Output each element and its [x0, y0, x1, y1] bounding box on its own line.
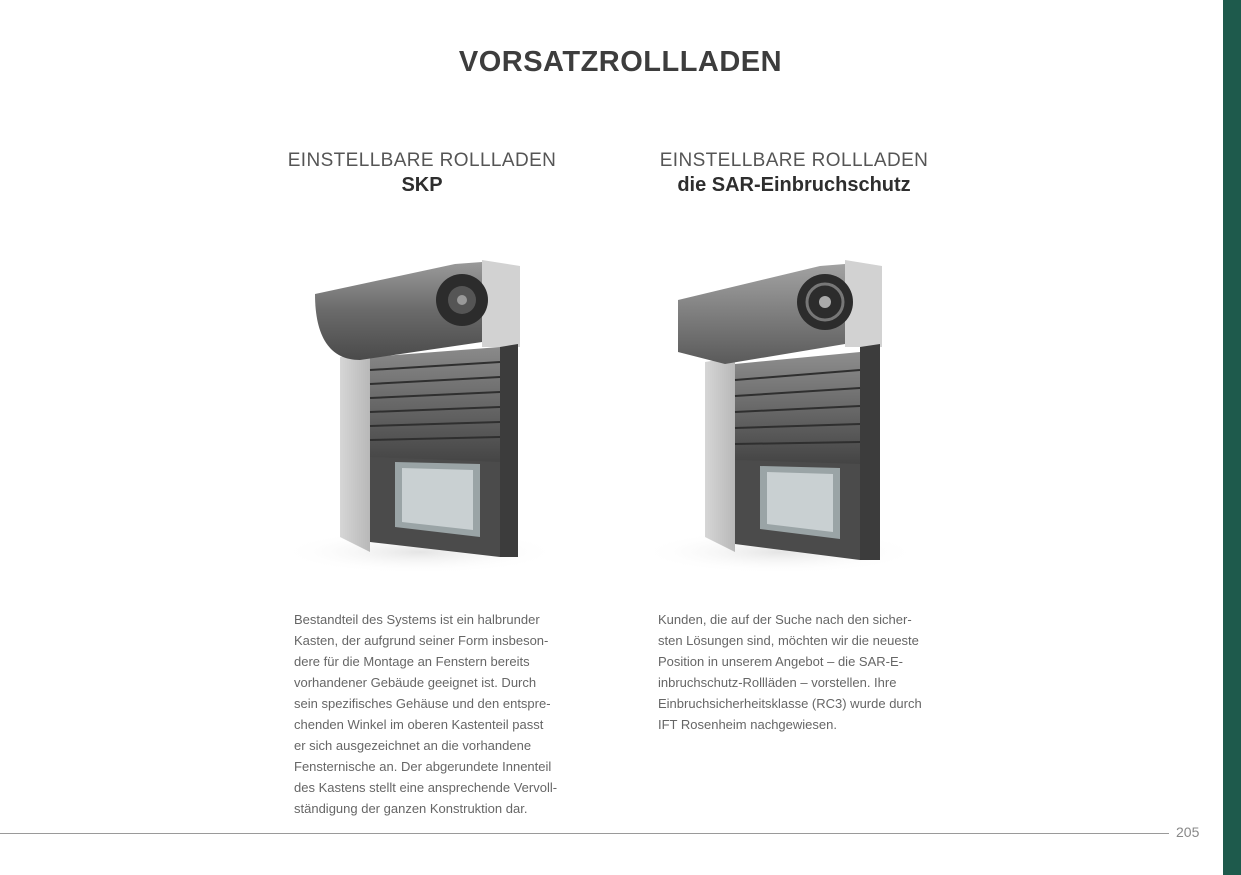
description-line: Kasten, der aufgrund seiner Form insbeson-	[294, 633, 549, 648]
description-line: Kunden, die auf der Suche nach den sicher-	[658, 612, 912, 627]
description-line: er sich ausgezeichnet an die vorhandene	[294, 738, 532, 753]
description-line: Position in unserem Angebot – die SAR-E-	[658, 654, 903, 669]
description-line: sten Lösungen sind, möchten wir die neueste	[658, 633, 919, 648]
page-title: VORSATZROLLLADEN	[458, 46, 783, 78]
description-line: Einbruchsicherheitsklasse (RC3) wurde durch	[658, 696, 922, 711]
description-line: chenden Winkel im oberen Kastenteil passt	[294, 717, 544, 732]
rounded-box-roller-shutter-illustration	[270, 252, 570, 592]
description-line: des Kastens stellt eine ansprechende Vervoll-	[294, 780, 558, 795]
description-line: Fensternische an. Der abgerundete Innenteil	[294, 759, 552, 774]
description-line: ständigung der ganzen Konstruktion dar.	[294, 801, 528, 816]
description-line: inbruchschutz-Rollläden – vorstellen. Ihre	[658, 675, 897, 690]
description-line: IFT Rosenheim nachgewiesen.	[658, 717, 837, 732]
product-name: die SAR-Einbruchschutz	[677, 174, 911, 196]
product-subtitle: EINSTELLBARE ROLLLADEN	[659, 150, 929, 171]
product-subtitle: EINSTELLBARE ROLLLADEN	[287, 150, 557, 171]
description-line: vorhandener Gebäude geeignet ist. Durch	[294, 675, 537, 690]
page-number: 205	[1176, 824, 1200, 840]
product-name: SKP	[401, 174, 443, 196]
footer-divider	[0, 833, 1169, 834]
angular-box-roller-shutter-illustration	[630, 252, 930, 592]
green-edge-bar	[1223, 0, 1241, 875]
description-line: dere für die Montage an Fenstern bereits	[294, 654, 530, 669]
description-line: sein spezifisches Gehäuse und den entspre-	[294, 696, 551, 711]
product-description	[294, 609, 557, 819]
description-line: Bestandteil des Systems ist ein halbrunder	[294, 612, 540, 627]
product-description	[658, 609, 922, 735]
